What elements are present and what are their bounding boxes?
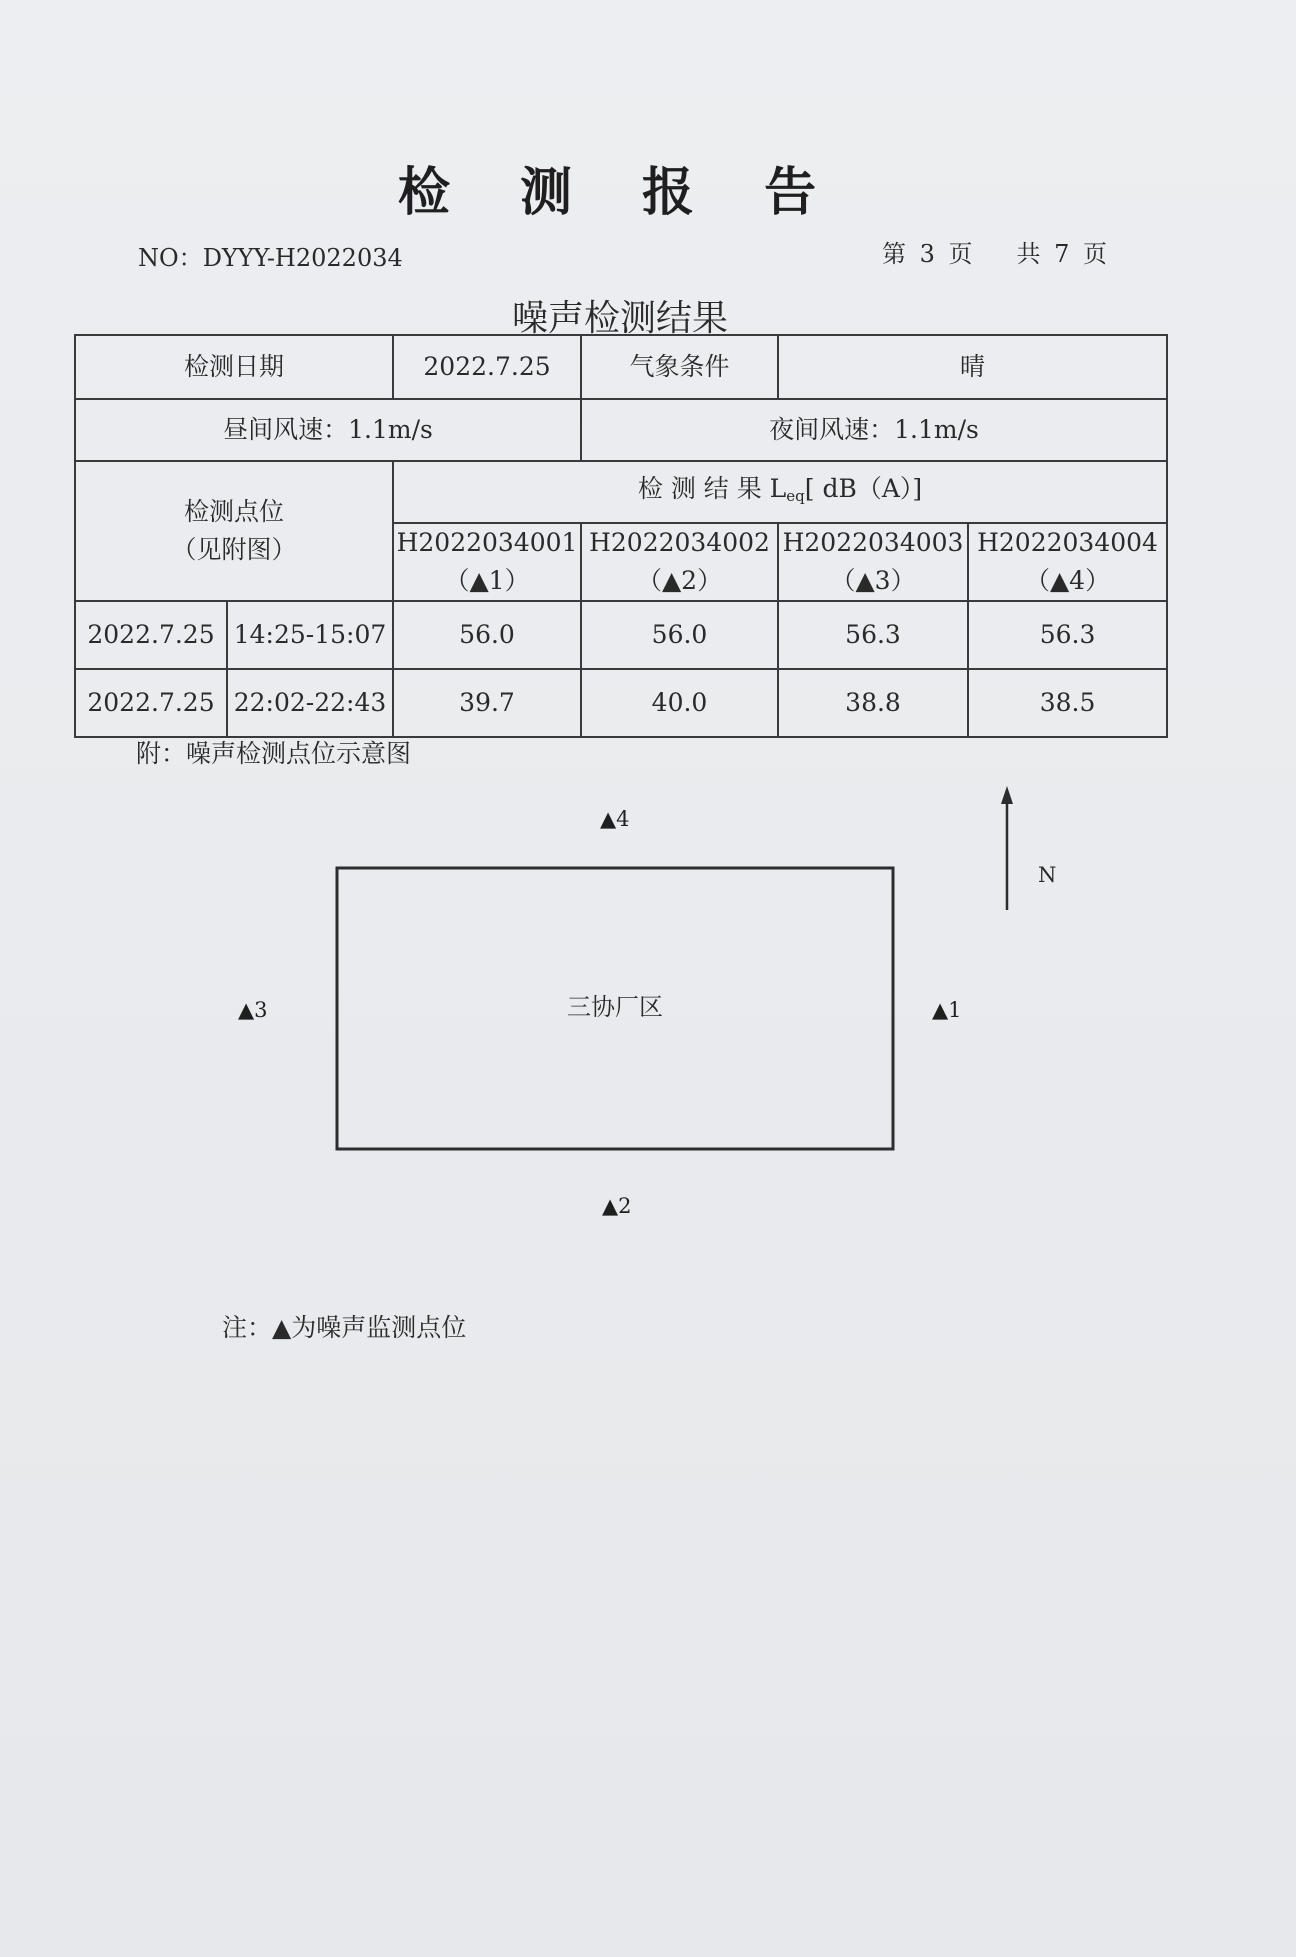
point-label-cell <box>75 461 393 601</box>
point-header-cell <box>778 523 968 601</box>
row-time-cell: 14:25-15:07 <box>227 601 393 669</box>
day-wind-cell: 昼间风速：1.1m/s <box>75 399 581 461</box>
point-3-marker: ▲3 <box>238 998 268 1022</box>
row-date-cell: 2022.7.25 <box>75 669 227 737</box>
north-label: N <box>1038 863 1057 887</box>
date-value-cell: 2022.7.25 <box>393 335 581 399</box>
value-cell: 38.5 <box>968 669 1167 737</box>
doc-no-value: DYYY-H2022034 <box>202 244 403 272</box>
point-1-marker: ▲1 <box>932 998 962 1022</box>
point-code: H2022034002 <box>589 528 770 557</box>
point-4-marker: ▲4 <box>600 807 630 831</box>
table-row <box>75 601 1167 669</box>
page-total: 共 7 页 <box>1016 240 1108 268</box>
row-date-cell: 2022.7.25 <box>75 601 227 669</box>
point-sub-label: （见附图） <box>171 535 297 564</box>
value-cell: 38.8 <box>778 669 968 737</box>
point-code: H2022034004 <box>977 528 1158 557</box>
result-label-post: [ dB（A）] <box>804 473 923 503</box>
point-code: H2022034001 <box>396 528 578 557</box>
report-title: 检 测 报 告 <box>397 162 843 223</box>
weather-value-cell: 晴 <box>778 335 1167 399</box>
point-2-marker: ▲2 <box>602 1194 632 1218</box>
point-header-cell <box>581 523 778 601</box>
value-cell: 56.3 <box>778 601 968 669</box>
value-cell: 40.0 <box>581 669 778 737</box>
factory-area-label: 三协厂区 <box>567 993 663 1021</box>
point-code: H2022034003 <box>782 528 964 557</box>
point-header-cell <box>393 523 581 601</box>
monitoring-point-diagram <box>0 760 1296 1280</box>
table-row <box>75 669 1167 737</box>
row-time-cell: 22:02-22:43 <box>227 669 393 737</box>
result-label-sub: eq <box>786 486 805 505</box>
point-header-cell <box>968 523 1167 601</box>
section-title: 噪声检测结果 <box>511 298 728 339</box>
point-label: 检测点位 <box>184 497 285 526</box>
page-current: 第 3 页 <box>882 240 973 268</box>
point-mark: （▲2） <box>636 566 723 595</box>
point-mark: （▲1） <box>444 566 530 595</box>
legend-note: 注：▲为噪声监测点位 <box>222 1313 467 1342</box>
page-info <box>882 234 1117 269</box>
table-row <box>75 335 1167 399</box>
value-cell: 56.3 <box>968 601 1167 669</box>
doc-no-label: NO： <box>138 244 203 272</box>
result-header-cell <box>393 461 1167 523</box>
weather-label-cell: 气象条件 <box>581 335 778 399</box>
table-row <box>75 461 1167 523</box>
date-label-cell: 检测日期 <box>75 335 393 399</box>
attachment-label: 附：噪声检测点位示意图 <box>136 739 412 768</box>
result-label-pre: 检 测 结 果 L <box>637 473 787 503</box>
north-arrow-icon <box>1001 786 1013 804</box>
value-cell: 39.7 <box>393 669 581 737</box>
night-wind-cell: 夜间风速：1.1m/s <box>581 399 1167 461</box>
noise-results-table <box>74 334 1168 738</box>
table-row <box>75 399 1167 461</box>
value-cell: 56.0 <box>393 601 581 669</box>
value-cell: 56.0 <box>581 601 778 669</box>
point-mark: （▲4） <box>1024 566 1111 595</box>
point-mark: （▲3） <box>830 566 916 595</box>
document-number <box>138 238 403 273</box>
